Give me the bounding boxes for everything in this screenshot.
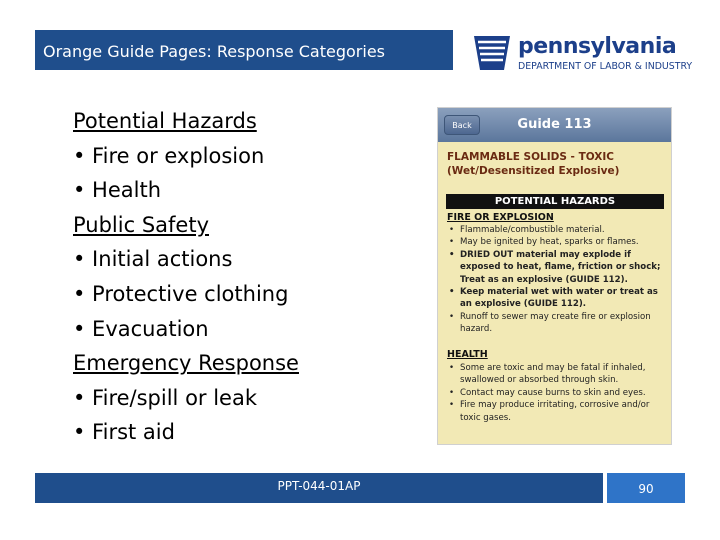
category-bullet: • Initial actions <box>73 247 233 272</box>
page-number-box <box>607 473 685 503</box>
guide-screenshot <box>437 107 672 445</box>
health-items <box>447 362 665 424</box>
guide-item: • Some are toxic and may be fatal if inhaled, swallowed or absorbed through skin. <box>447 362 665 387</box>
category-bullet: • Evacuation <box>73 316 209 341</box>
material-title: FLAMMABLE SOLIDS - TOXIC (Wet/Desensitized Explosive) <box>447 151 620 177</box>
footer-code: PPT-044-01AP <box>277 479 361 493</box>
pennsylvania-logo <box>470 28 695 76</box>
fire-items <box>447 224 665 336</box>
logo-wordmark: pennsylvania <box>518 34 677 59</box>
fire-subhead: FIRE OR EXPLOSION <box>447 212 554 223</box>
section-header: POTENTIAL HAZARDS <box>446 194 664 209</box>
footer-bar <box>35 473 603 503</box>
category-bullet: • Fire or explosion <box>73 143 265 168</box>
category-bullet: • Health <box>73 178 162 203</box>
guide-title: Guide 113 <box>517 117 592 132</box>
guide-item: • May be ignited by heat, sparks or flames. <box>447 236 665 248</box>
health-subhead: HEALTH <box>447 349 488 360</box>
guide-item: • Runoff to sewer may create fire or explosion hazard. <box>447 311 665 336</box>
slide-title: Orange Guide Pages: Response Categories <box>43 42 385 61</box>
category-bullet: • Protective clothing <box>73 281 289 306</box>
guide-item: • Fire may produce irritating, corrosive and/or toxic gases. <box>447 399 665 424</box>
category-heading: Emergency Response <box>73 351 299 376</box>
back-button[interactable]: Back <box>444 115 480 135</box>
title-bar <box>35 30 453 70</box>
category-bullet: • First aid <box>73 420 175 445</box>
category-list <box>73 104 393 450</box>
guide-item: • DRIED OUT material may explode if exposed to heat, flame, friction or shock; Treat as an explosive (GUIDE 112). <box>447 249 665 286</box>
guide-nav-bar <box>438 108 671 142</box>
category-bullet: • Fire/spill or leak <box>73 385 258 410</box>
guide-body <box>438 142 671 445</box>
category-heading: Public Safety <box>73 212 209 237</box>
guide-item: • Keep material wet with water or treat as an explosive (GUIDE 112). <box>447 286 665 311</box>
keystone-logo-icon <box>470 30 514 74</box>
category-heading: Potential Hazards <box>73 109 257 133</box>
guide-item: • Contact may cause burns to skin and eyes. <box>447 387 665 399</box>
page-number: 90 <box>638 482 654 496</box>
guide-item: • Flammable/combustible material. <box>447 224 665 236</box>
logo-subtitle: DEPARTMENT OF LABOR & INDUSTRY <box>518 61 693 72</box>
